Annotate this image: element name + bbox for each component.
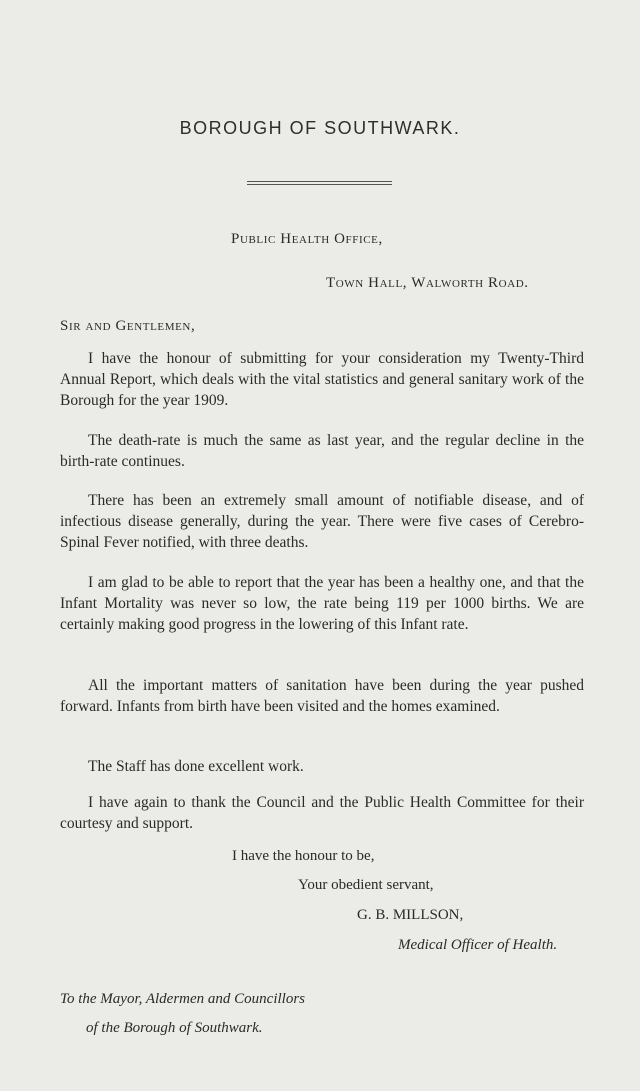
paragraph-4: I am glad to be able to report that the year has been a healthy one, and that the Infant Mortality was never so low, the rate being 119 per 1000 births. We are certainly making good progress in the lowering of this Infant rate. <box>60 574 584 633</box>
closing-line-1: I have the honour to be, <box>232 848 375 864</box>
paragraph-5: All the important matters of sanitation have been during the year pushed forward. Infants from birth have been visited and the homes examined. <box>60 677 584 715</box>
closing-line-2: Your obedient servant, <box>298 877 434 893</box>
signature: G. B. MILLSON, <box>357 907 464 923</box>
addressee-line-1: To the Mayor, Aldermen and Councillors <box>60 991 306 1007</box>
paragraph-6: The Staff has done excellent work. <box>88 758 304 775</box>
salutation: Sir and Gentlemen, <box>60 318 196 334</box>
page-title: BOROUGH OF SOUTHWARK. <box>179 118 461 138</box>
paragraph-7: I have again to thank the Council and the Public Health Committee for their courtesy and support. <box>60 794 584 832</box>
address-line-1: Public Health Office, <box>231 231 383 247</box>
address-line-2: Town Hall, Walworth Road. <box>326 275 529 291</box>
paragraph-3: There has been an extremely small amount of notifiable disease, and of infectious disease generally, during the year. There were five cases of Cerebro-Spinal Fever notified, with three deaths. <box>60 492 584 551</box>
signatory-position: Medical Officer of Health. <box>398 937 558 953</box>
paragraph-2: The death-rate is much the same as last year, and the regular decline in the birth-rate continues. <box>60 432 584 470</box>
addressee-line-2: of the Borough of Southwark. <box>86 1020 263 1036</box>
title-divider <box>247 181 392 187</box>
paragraph-1: I have the honour of submitting for your consideration my Twenty-Third Annual Report, which deals with the vital statistics and general sanitary work of the Borough for the year 1909. <box>60 350 584 409</box>
